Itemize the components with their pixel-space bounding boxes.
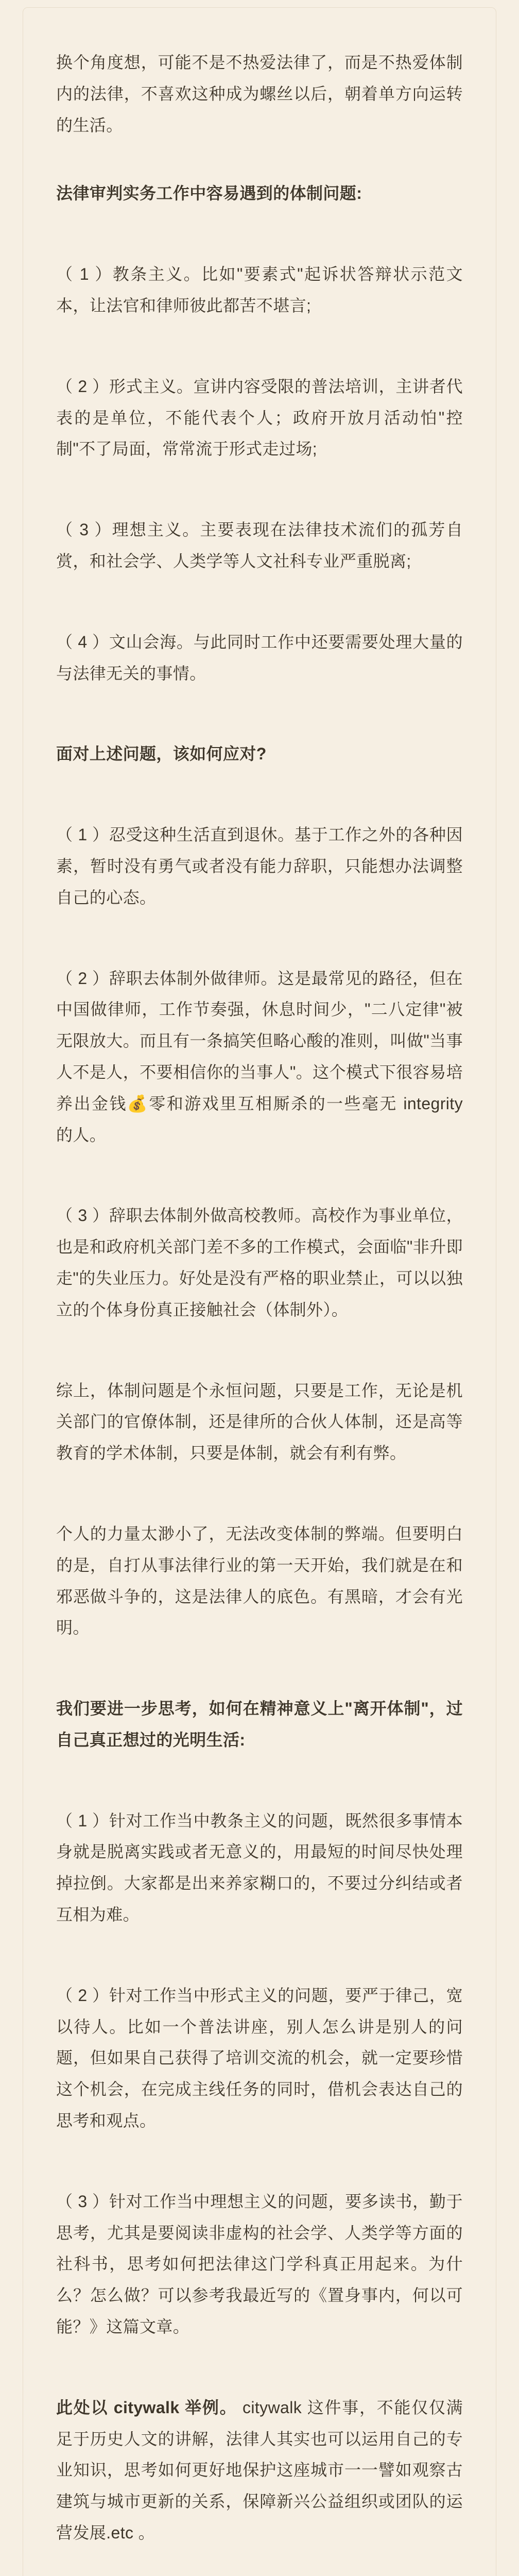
strategy-item-idealism: （ 3 ）针对工作当中理想主义的问题，要多读书，勤于思考，尤其是要阅读非虚构的社会学、人类学等方面的社科书，思考如何把法律这门学科真正用起来。为什么？怎么做？可以参考我最近写的《置身事内，何以可能？》这篇文章。 — [56, 2192, 463, 2336]
problem-item-meetings: （ 4 ）文山会海。与此同时工作中还要需要处理大量的与法律无关的事情。 — [56, 632, 463, 683]
section-heading-how-to-respond: 面对上述问题，该如何应对? — [56, 744, 267, 764]
intro-paragraph: 换个角度想，可能不是不热爱法律了，而是不热爱体制内的法律，不喜欢这种成为螺丝以后，朝着单方向运转的生活。 — [56, 53, 463, 134]
note-content — [23, 7, 496, 2576]
citywalk-lead: 此处以 citywalk 举例。 — [56, 2398, 237, 2417]
problem-item-formalism: （ 2 ）形式主义。宣讲内容受限的普法培训，主讲者代表的是单位，不能代表个人；政府开放月活动怕"控制"不了局面，常常流于形式走过场; — [56, 377, 463, 459]
strategy-item-formalism: （ 2 ）针对工作当中形式主义的问题，要严于律己，宽以待人。比如一个普法讲座，别人怎么讲是别人的问题，但如果自己获得了培训交流的机会，就一定要珍惜这个机会，在完成主线任务的同时，借机会表达自己的思考和观点。 — [56, 1986, 463, 2130]
summary-paragraph: 综上，体制问题是个永恒问题，只要是工作，无论是机关部门的官僚体制，还是律所的合伙人体制，还是高等教育的学术体制，只要是体制，就会有利有弊。 — [56, 1381, 463, 1463]
citywalk-paragraph — [56, 2392, 463, 2549]
response-item-teacher: （ 3 ）辞职去体制外做高校教师。高校作为事业单位，也是和政府机关部门差不多的工作模式，会面临"非升即走"的失业压力。好处是没有严格的职业禁止，可以以独立的个体身份真正接触社会（体制外）。 — [56, 1206, 463, 1319]
section-heading-institutional-problems: 法律审判实务工作中容易遇到的体制问题: — [56, 184, 362, 203]
problem-item-idealism: （ 3 ）理想主义。主要表现在法律技术流们的孤芳自赏，和社会学、人类学等人文社科专业严重脱离; — [56, 520, 463, 570]
section-heading-leave-institution: 我们要进一步思考，如何在精神意义上"离开体制"，过自己真正想过的光明生活: — [56, 1699, 463, 1749]
problem-item-dogmatism: （ 1 ）教条主义。比如"要素式"起诉状答辩状示范文本，让法官和律师彼此都苦不堪言; — [56, 265, 463, 315]
reflection-paragraph: 个人的力量太渺小了，无法改变体制的弊端。但要明白的是，自打从事法律行业的第一天开始，我们就是在和邪恶做斗争的，这是法律人的底色。有黑暗，才会有光明。 — [56, 1524, 463, 1637]
response-item-endure: （ 1 ）忍受这种生活直到退休。基于工作之外的各种因素，暂时没有勇气或者没有能力辞职，只能想办法调整自己的心态。 — [56, 825, 463, 907]
strategy-item-dogmatism: （ 1 ）针对工作当中教条主义的问题，既然很多事情本身就是脱离实践或者无意义的，用最短的时间尽快处理掉拉倒。大家都是出来养家糊口的，不要过分纠结或者互相为难。 — [56, 1811, 463, 1924]
response-item-lawyer: （ 2 ）辞职去体制外做律师。这是最常见的路径，但在中国做律师，工作节奏强，休息时间少，"二八定律"被无限放大。而且有一条搞笑但略心酸的准则，叫做"当事人不是人，不要相信你的当事人"。这个模式下很容易培养出金钱💰零和游戏里互相厮杀的一些毫无 integrity 的人。 — [56, 969, 463, 1144]
citywalk-body: citywalk 这件事，不能仅仅满足于历史人文的讲解，法律人其实也可以运用自己的专业知识，思考如何更好地保护这座城市一一譬如观察古建筑与城市更新的关系，保障新兴公益组织或团队的运营发展.etc 。 — [56, 2398, 463, 2543]
